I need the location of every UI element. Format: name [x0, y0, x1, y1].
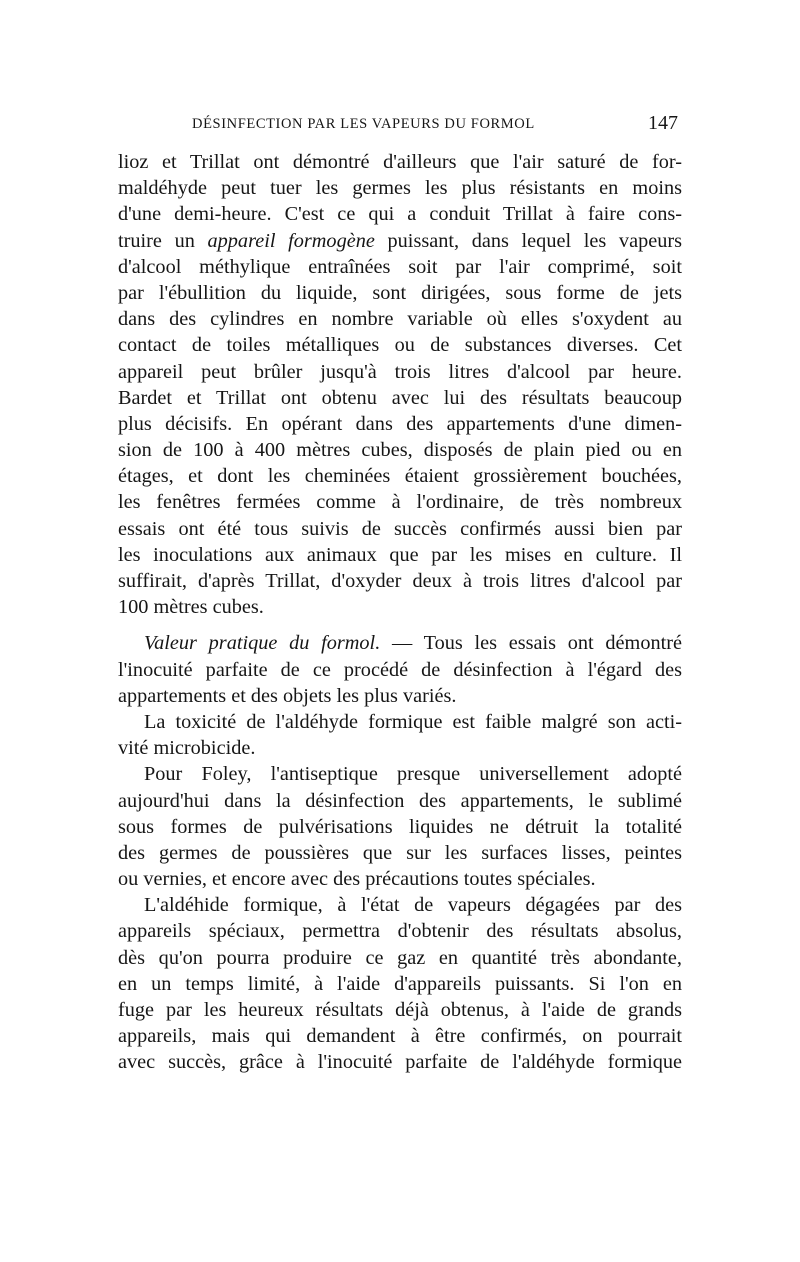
text-line: l'inocuité parfaite de ce procédé de désinfection à l'égard des — [118, 658, 682, 681]
text-line: 100 mètres cubes. — [118, 596, 264, 619]
body-text — [118, 149, 682, 1076]
text-line: appareils, mais qui demandent à être confirmés, on pourrait — [118, 1025, 682, 1048]
text-line: plus décisifs. En opérant dans des appartements d'une dimen- — [118, 412, 682, 435]
text-run: — Tous les essais ont démontré — [380, 632, 682, 655]
text-line: par l'ébullition du liquide, sont dirigées, sous forme de jets — [118, 281, 682, 304]
page-number: 147 — [648, 112, 678, 134]
text-line: Pour Foley, l'antiseptique presque universellement adopté — [144, 763, 682, 786]
text-run: truire un — [118, 229, 208, 252]
text-line: appareils spéciaux, permettra d'obtenir des résultats absolus, — [118, 920, 682, 943]
text-line: sion de 100 à 400 mètres cubes, disposés de plain pied ou en — [118, 439, 682, 462]
text-line: les inoculations aux animaux que par les mises en culture. Il — [118, 543, 682, 566]
text-line: ou vernies, et encore avec des précautions toutes spéciales. — [118, 868, 596, 891]
text-line: essais ont été tous suivis de succès confirmés aussi bien par — [118, 517, 682, 540]
italic-term: appareil formogène — [207, 229, 375, 252]
text-line: appartements et des objets les plus variés. — [118, 684, 457, 707]
text-line: lioz et Trillat ont démontré d'ailleurs que l'air saturé de for- — [118, 151, 682, 173]
section-gap — [118, 620, 682, 630]
section-heading: Valeur pratique du formol. — [144, 632, 381, 655]
text-line: appareil peut brûler jusqu'à trois litres d'alcool par heure. — [118, 360, 682, 383]
text-line: Bardet et Trillat ont obtenu avec lui des résultats beaucoup — [118, 386, 682, 409]
text-line: L'aldéhide formique, à l'état de vapeurs dégagées par des — [144, 894, 682, 917]
text-line: sous formes de pulvérisations liquides ne détruit la totalité — [118, 815, 682, 838]
text-line: La toxicité de l'aldéhyde formique est faible malgré son acti- — [144, 710, 682, 733]
text-line: vité microbicide. — [118, 737, 256, 760]
text-line: maldéhyde peut tuer les germes les plus résistants en moins — [118, 177, 682, 200]
text-line: suffirait, d'après Trillat, d'oxyder deux à trois litres d'alcool par — [118, 570, 682, 592]
text-line: aujourd'hui dans la désinfection des appartements, le sublimé — [118, 789, 682, 812]
text-line — [118, 630, 682, 656]
text-line: d'une demi-heure. C'est ce qui a conduit Trillat à faire cons- — [118, 203, 682, 226]
text-line: étages, et dont les cheminées étaient grossièrement bouchées, — [118, 465, 682, 488]
text-line — [118, 228, 682, 254]
text-line: en un temps limité, à l'aide d'appareils puissants. Si l'on en — [118, 972, 682, 995]
text-line: dans des cylindres en nombre variable où elles s'oxydent au — [118, 308, 682, 331]
text-line: fuge par les heureux résultats déjà obtenus, à l'aide de grands — [118, 999, 682, 1021]
text-line: dès qu'on pourra produire ce gaz en quantité très abondante, — [118, 946, 682, 969]
text-run: puissant, dans lequel les vapeurs — [374, 229, 682, 252]
running-head — [118, 112, 680, 140]
running-title: DÉSINFECTION PAR LES VAPEURS DU FORMOL — [192, 116, 535, 132]
text-line: les fenêtres fermées comme à l'ordinaire, de très nombreux — [118, 491, 682, 514]
text-line: des germes de poussières que sur les surfaces lisses, peintes — [118, 841, 682, 864]
text-line: contact de toiles métalliques ou de substances diverses. Cet — [118, 334, 682, 357]
text-line: avec succès, grâce à l'inocuité parfaite de l'aldéhyde formique — [118, 1051, 682, 1074]
text-line: d'alcool méthylique entraînées soit par l'air comprimé, soit — [118, 255, 682, 278]
